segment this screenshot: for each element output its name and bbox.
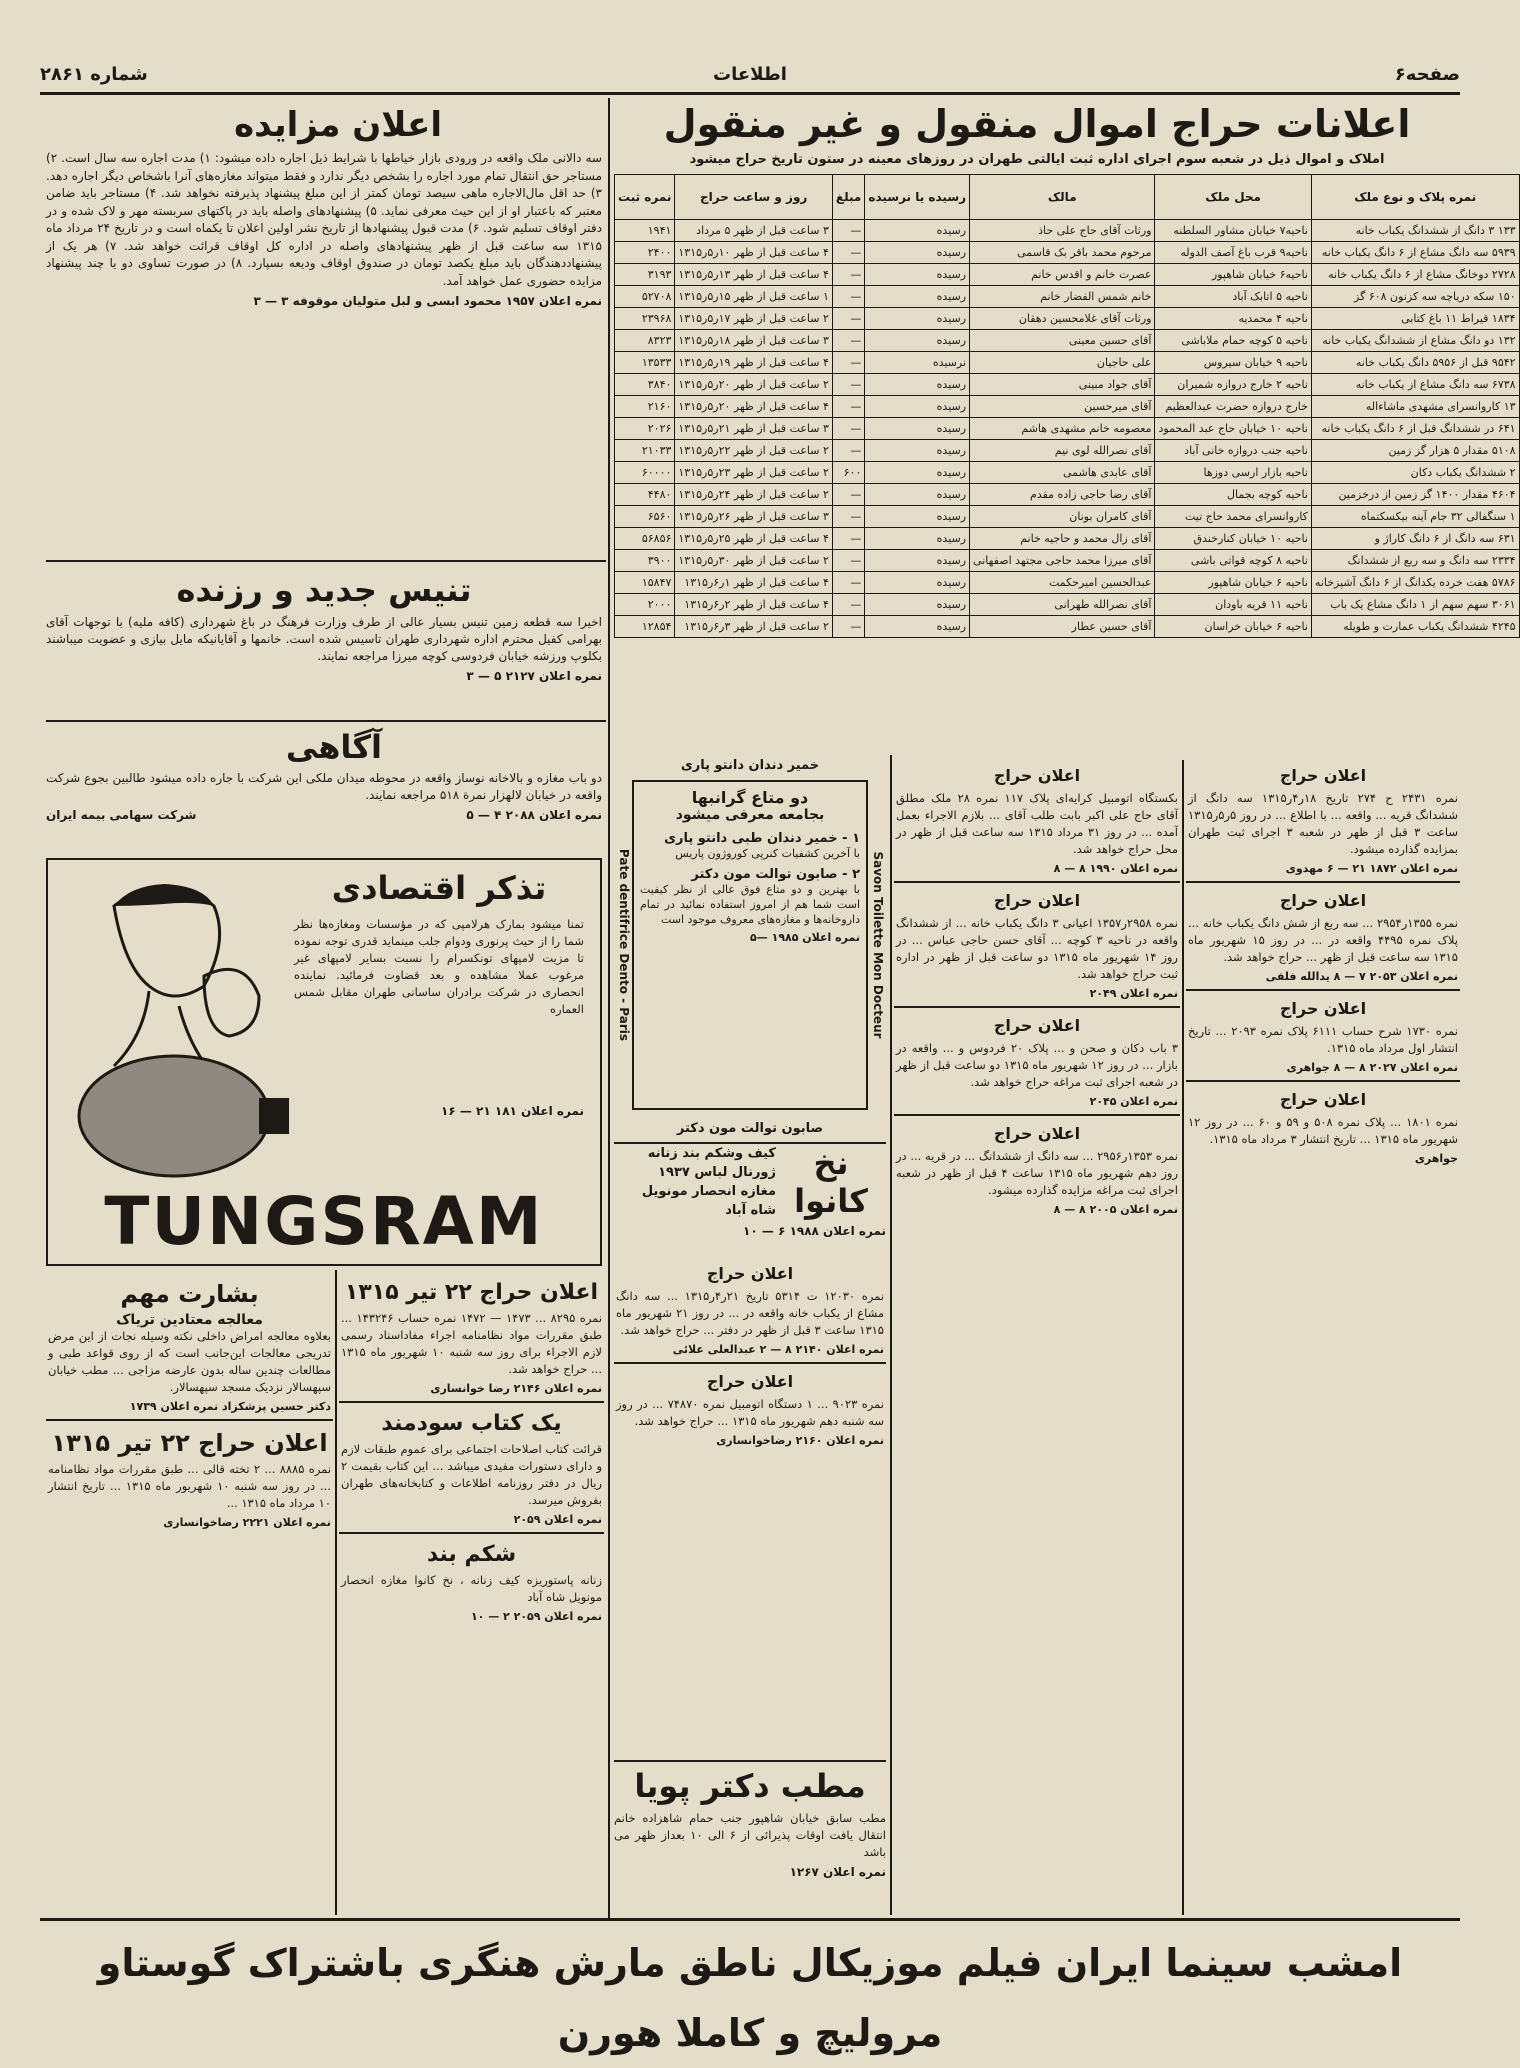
agahi-company: شرکت سهامی بیمه ایران (46, 808, 197, 822)
tungsram-footer: نمره اعلان ۱۸۱ ۲۱ — ۱۶ (441, 1104, 584, 1118)
auction-cell: ناحیه کوچه بجمال (1155, 484, 1311, 506)
auction-cell: ۵۹۳۹ سه دانگ مشاع از ۶ دانگ یکباب خانه (1311, 242, 1519, 264)
col2-ad-2 (339, 1401, 604, 1532)
issue-number: شماره ۲۸۶۱ (40, 64, 148, 85)
auction-table (614, 174, 1520, 638)
auction-row (615, 242, 1520, 264)
auction-cell: رسیده (865, 264, 970, 286)
auction-cell: ۱۳ کاروانسرای مشهدی ماشاءاله (1311, 396, 1519, 418)
auction-cell: آقای میرزا محمد حاجی مجتهد اصفهانی (970, 550, 1155, 572)
auction-cell: — (832, 286, 864, 308)
auction-row (615, 264, 1520, 286)
auction-cell: ناحیه ۹ خیابان سیروس (1155, 352, 1311, 374)
auction-cell: ۴ ساعت قبل از ظهر ۱ر۶ر۱۳۱۵ (675, 572, 833, 594)
dento-item2-desc: با بهترین و دو متاع فوق عالی از نظر کیفیت است شما هم از امروز استفاده نمائید در تمام داروخانه‌ها و مغازه‌های معروف موجود است (640, 883, 860, 926)
auction-cell: — (832, 264, 864, 286)
auction-cell: ۴۲۴۵ ششدانگ یکباب عمارت و طویله (1311, 616, 1519, 638)
auction-cell: ۱۵۰ سکه دریاچه سه کزنون ۶۰۸ گز (1311, 286, 1519, 308)
tungsram-brand: TUNGSRAM (104, 1183, 544, 1260)
auction-cell: نرسیده (865, 352, 970, 374)
auction-cell: ورثات آقای غلامحسین دهقان (970, 308, 1155, 330)
kanova-title: نخ کانوا (794, 1144, 868, 1220)
kanova-line-1: کیف وشکم بند زنانه (647, 1146, 776, 1161)
poya-title: مطب دکتر پویا (634, 1767, 866, 1805)
auction-cell: ۶۵۶۰ (615, 506, 675, 528)
right-auction-ad-title: اعلان حراج (1279, 766, 1367, 785)
kanova-ad (614, 1142, 886, 1252)
tennis-title: تنیس جدید و رزنده (176, 571, 472, 609)
right-auction-ad-body: نمره ۱۸۰۱ ... پلاک نمره ۵۰۸ و ۵۹ و ۶۰ ... در روز ۱۲ شهریور ماه ۱۳۱۵ ... تاریخ انتشار ۳ مرداد ماه ۱۳۱۵. (1188, 1115, 1458, 1146)
auction-cell: ۱۸۳۴ قیراط ۱۱ باغ کتابی (1311, 308, 1519, 330)
auction-cell: ناحیه ۱۰ خیابان حاج عبد المحمود (1155, 418, 1311, 440)
col1-ad-2 (46, 1419, 333, 1535)
auction-cell: ناحیه ۵ اتابک آباد (1155, 286, 1311, 308)
auction-cell: ۲ ساعت قبل از ظهر ۲۴ر۵ر۱۳۱۵ (675, 484, 833, 506)
right-auction-ad-footer: جواهری (1414, 1152, 1458, 1165)
mid-auction-ad-body: ۳ باب دکان و صحن و ... پلاک ۲۰ فردوس و ... واقعه در بازار ... در روز ۱۲ شهریور ماه ۱۳۱۵ دو ساعت قبل از ظهر در شعبه اجرای ثبت مراغه حراج خواهد شد. (896, 1041, 1178, 1089)
auction-cell: آقای نصرالله طهرانی (970, 594, 1155, 616)
auction-cell: ناحیه ۴ محمدیه (1155, 308, 1311, 330)
center-auction-ad-body: نمره ۹۰۲۳ ... ۱ دستگاه اتومبیل نمره ۷۴۸۷۰ ... در روز سه شنبه دهم شهریور ماه ۱۳۱۵ ... حراج خواهد شد. (616, 1397, 884, 1428)
auction-cell: — (832, 352, 864, 374)
auction-cell: رسیده (865, 330, 970, 352)
auction-cell: ۹۵۴۲ قبل از ۵۹۵۶ دانگ یکباب خانه (1311, 352, 1519, 374)
mid-auction-ad-footer: نمره اعلان ۲۰۰۵ ۸ — ۸ (1053, 1203, 1178, 1216)
right-auction-ad-title: اعلان حراج (1279, 1090, 1367, 1109)
auction-cell: ۱۳۳ ۳ دانگ از ششدانگ یکباب خانه (1311, 220, 1519, 242)
auction-cell: ۴ ساعت قبل از ظهر ۲۵ر۵ر۱۳۱۵ (675, 528, 833, 550)
auction-cell: مرحوم محمد باقر بک قاسمی (970, 242, 1155, 264)
dento-item1: ۱ - خمیر دندان طبی دانتو پاری (664, 831, 860, 846)
auction-cell: ۴ ساعت قبل از ظهر ۱۰ر۵ر۱۳۱۵ (675, 242, 833, 264)
auction-col-header: نمره پلاک و نوع ملک (1311, 175, 1519, 220)
auction-table-body (615, 220, 1520, 638)
auction-cell: — (832, 550, 864, 572)
mid-auction-ad-1 (894, 758, 1180, 881)
auction-cell: ۳ ساعت قبل از ظهر ۲۱ر۵ر۱۳۱۵ (675, 418, 833, 440)
auction-row (615, 484, 1520, 506)
auction-cell: علی حاجیان (970, 352, 1155, 374)
right-ads-column (1186, 758, 1460, 1915)
mid-auction-ad-body: نمره ۱۳۵۳ر۲۹۵۶ ... سه دانگ از ششدانگ ... در قریه ... در روز دهم شهریور ماه ۱۳۱۵ ساعت ۴ قبل از ظهر در شعبه اجرای ثبت مراغه مزایده گذارده میشود. (896, 1149, 1178, 1197)
center-auction-ad-title: اعلان حراج (706, 1264, 794, 1283)
auction-cell: ۵۷۸۶ هفت خرده یکدانگ از ۶ دانگ آشپزخانه (1311, 572, 1519, 594)
poya-footer: نمره اعلان ۱۲۶۷ (789, 1865, 886, 1879)
mozayede-footer: نمره اعلان ۱۹۵۷ محمود ابسی و لبل متولیان موقوفه ۳ — ۳ (253, 294, 602, 308)
auction-cell: ۲ ساعت قبل از ظهر ۲۳ر۵ر۱۳۱۵ (675, 462, 833, 484)
auction-cell: رسیده (865, 220, 970, 242)
col1-ad-footer: نمره اعلان ۲۲۲۱ رضاخوانساری (163, 1516, 331, 1529)
mid-auction-ad-footer: نمره اعلان ۱۹۹۰ ۸ — ۸ (1053, 862, 1178, 875)
auction-row (615, 616, 1520, 638)
auction-subtitle: املاک و اموال ذیل در شعبه سوم اجرای اداره ثبت ایالتی طهران در روزهای معینه در ستون تاریخ حراج میشود (689, 152, 1385, 167)
right-auction-ad-2 (1186, 881, 1460, 989)
auction-cell: — (832, 616, 864, 638)
col2-ads (339, 1272, 604, 1915)
right-auction-ad-footer: نمره اعلان ۲۰۲۷ ۸ — ۸ جواهری (1286, 1061, 1458, 1074)
auction-cell: — (832, 506, 864, 528)
auction-cell: آقای حسین عطار (970, 616, 1155, 638)
center-auction-ad-1 (614, 1256, 886, 1362)
auction-cell: ۳ ساعت قبل از ظهر ۵ مرداد (675, 220, 833, 242)
col1-ad-body: نمره ۸۸۸۵ ... ۲ تخته قالی ... طبق مقررات مواد نظامنامه ... در روز سه شنبه ۱۰ شهریور ماه ۱۳۱۵ ... تاریخ انتشار ۱۰ مرداد ماه ۱۳۱۵ ... (48, 1462, 332, 1510)
auction-cell: ناحیه۹ قرب باغ آصف الدوله (1155, 242, 1311, 264)
auction-cell: ۱۳۵۳۳ (615, 352, 675, 374)
auction-row (615, 506, 1520, 528)
auction-cell: عبدالحسین امیرحکمت (970, 572, 1155, 594)
dento-side-left: Pate dentifrice Dento - Paris (617, 848, 631, 1042)
mozayede-body: سه دالانی ملک واقعه در ورودی بازار خیاطها با شرایط ذیل اجاره داده میشود: ۱) مدت اجاره سه سال است. ۲) مستاجر حق انتقال تمام مورد اجاره را بشخص دیگر ندارد و فقط میتواند مغازه‌های آنرا باشخاص دیگر اجاره دهد. ۳) حد اقل مال‌الاجاره ماهی سیصد تومان کمتر از این مبلغ پیشنهاد پذیرفته نخواهد شد. ۴) مستاجر باید ضامن معتبر که باعتبار او از این حیث معرفی نماید. ۵) پیشنهادهای واصله باید در پاکتهای سربسته مهر و لاک شده و در دفتر اوقاف تسلیم شود. ۶) مدت قبول پیشنهادها از تاریخ نشر اولین اعلان تا یکماه است و در تاریخ ۲۴ مرداد ماه ۱۳۱۵ سه ساعت قبل از ظهر پیشنهادهای واصله در اداره کل اوقاف قرائت خواهد شد. ۷) هر یک از پیشنهاددهندگان باید مبلغ یکصد تومان در صندوق اوقاف ودیعه بسپارد. ۸) در صورت تساوی دو یا چند پیشنهاد مزایده حضوری عمل خواهد آمد. (46, 151, 603, 288)
kanova-line-4: شاه آباد (725, 1203, 776, 1218)
mid-auction-ad-body: بکستگاه اتومبیل کرایه‌ای پلاک ۱۱۷ نمره ۲۸ ملک مطلق آقای حاج علی اکبر بابت طلب آقای ... بلازم الاجراء بعمل آمده ... در روز ۳۱ مرداد ۱۳۱۵ سه ساعت قبل از ظهر در محل حراج خواهد شد. (896, 791, 1179, 856)
auction-cell: ۲ ششدانگ یکباب دکان (1311, 462, 1519, 484)
mid-auction-ad-title: اعلان حراج (993, 891, 1081, 910)
col2-ad-3 (339, 1532, 604, 1629)
agahi-footer-num: نمره اعلان ۲۰۸۸ ۴ — ۵ (466, 808, 602, 822)
right-auction-ad-title: اعلان حراج (1279, 891, 1367, 910)
auction-cell: ۲۳۳۴ سه دانگ و سه ربع از ششدانگ (1311, 550, 1519, 572)
auction-cell: ۶۰۰۰۰ (615, 462, 675, 484)
auction-cell: ناحیه بازار ارسی دوزها (1155, 462, 1311, 484)
auction-cell: رسیده (865, 242, 970, 264)
auction-col-header: مالک (970, 175, 1155, 220)
mid-auction-ad-title: اعلان حراج (993, 766, 1081, 785)
col2-ad-body: نمره ۸۲۹۵ ... ۱۴۷۳ — ۱۴۷۲ نمره حساب ۱۴۳۲۴۶ ... طبق مقررات مواد نظامنامه اجراء مفاداسناد رسمی لازم الاجراء برای روز سه شنبه ۱۰ شهریور ماه ۱۳۱۵ ... حراج خواهد شد. (341, 1311, 603, 1376)
mozayede-title: اعلان مزایده (234, 105, 442, 145)
rule-mozayede (46, 560, 606, 562)
auction-cell: رسیده (865, 484, 970, 506)
auction-cell: ۳۹۰۰ (615, 550, 675, 572)
col1-ads (46, 1272, 333, 1915)
auction-cell: رسیده (865, 308, 970, 330)
auction-cell: ۲۳۹۶۸ (615, 308, 675, 330)
dento-footer: نمره اعلان ۱۹۸۵ —۵ (750, 931, 860, 944)
right-auction-ad-title: اعلان حراج (1279, 999, 1367, 1018)
auction-cell: ۴ ساعت قبل از ظهر ۱۳ر۵ر۱۳۱۵ (675, 264, 833, 286)
col2-ad-title: یک کتاب سودمند (381, 1411, 562, 1436)
auction-cell: آقای جواد مبینی (970, 374, 1155, 396)
auction-cell: ۱۵۸۴۷ (615, 572, 675, 594)
auction-cell: ۶۰۰ (832, 462, 864, 484)
auction-cell: رسیده (865, 550, 970, 572)
dento-heading1: دو متاع گرانبها (691, 788, 809, 807)
auction-cell: — (832, 594, 864, 616)
auction-cell: ۳۰۶۱ سهم سهم از ۱ دانگ مشاع یک باب (1311, 594, 1519, 616)
auction-cell: ناحیه ۸ کوچه قواتی باشی (1155, 550, 1311, 572)
right-auction-ad-4 (1186, 1080, 1460, 1171)
col1-ad-footer: دکتر حسین پزشکزاد نمره اعلان ۱۷۳۹ (129, 1400, 331, 1413)
auction-section (614, 98, 1516, 750)
auction-cell: رسیده (865, 528, 970, 550)
auction-cell: ۲۷۲۸ دوخانگ مشاع از ۶ دانگ یکباب خانه (1311, 264, 1519, 286)
auction-col-header: مبلغ (832, 175, 864, 220)
auction-cell: ۳ ساعت قبل از ظهر ۱۸ر۵ر۱۳۱۵ (675, 330, 833, 352)
center-auction-ad-body: نمره ۱۲۰۳۰ ت ۵۳۱۴ تاریخ ۲۱ر۴ر۱۳۱۵ ... سه دانگ مشاع از یکباب خانه واقعه در ... در روز ۲۱ شهریور ماه ۱۳۱۵ ساعت ۳ قبل از ظهر در دفتر ... حراج خواهد شد. (616, 1289, 885, 1337)
auction-cell: ۳۸۴۰ (615, 374, 675, 396)
tungsram-ad (46, 858, 602, 1266)
col-rule-b (335, 1270, 337, 1915)
auction-row (615, 396, 1520, 418)
col2-ad-1 (339, 1272, 604, 1401)
col-rule-a (608, 98, 610, 1918)
right-auction-ad-body: نمره ۱۳۵۵ر۲۹۵۴ ... سه ربع از شش دانگ یکباب خانه ... پلاک نمره ۴۴۹۵ واقعه در ... در روز ۱۵ شهریور ماه ۱۳۱۵ سه ساعت قبل از ظهر ... حراج خواهد شد. (1188, 916, 1459, 964)
auction-row (615, 308, 1520, 330)
section-title: اطلاعات (713, 64, 787, 85)
auction-cell: کاروانسرای محمد حاج تیت (1155, 506, 1311, 528)
agahi-body: دو باب مغازه و بالاخانه نوساز واقعه در محوطه میدان ملکی این شرکت با جاره داده میشود طالبین بجوع شرکت واقعه در خیابان لالهزار نمرة ۵۱۸ مراجعه نمایند. (46, 771, 602, 802)
auction-cell: ناحیه۶ خیابان شاهپور (1155, 264, 1311, 286)
mid-auction-ad-title: اعلان حراج (993, 1016, 1081, 1035)
mid-auction-ad-3 (894, 1006, 1180, 1114)
auction-cell: رسیده (865, 440, 970, 462)
auction-cell: — (832, 484, 864, 506)
banner-rule (40, 1918, 1460, 1921)
auction-col-header: روز و ساعت حراج (675, 175, 833, 220)
auction-cell: ۵۶۸۵۶ (615, 528, 675, 550)
auction-cell: ۲۱۰۳۳ (615, 440, 675, 462)
auction-row (615, 572, 1520, 594)
col2-ad-title: شکم بند (426, 1542, 517, 1567)
right-auction-ad-footer: نمره اعلان ۲۰۵۳ ۷ — ۸ یدالله فلفی (1265, 970, 1458, 983)
col1-ad-subtitle: معالجه معتادین تریاک (116, 1312, 263, 1328)
mozayede-ad (46, 100, 602, 555)
auction-cell: عصرت خانم و اقدس خانم (970, 264, 1155, 286)
auction-cell: آقای عابدی هاشمی (970, 462, 1155, 484)
page-number: صفحه۶ (1394, 64, 1460, 85)
col2-ad-body: زنانه پاستوریزه کیف زنانه ، نخ کانوا مغازه انحصار مونویل شاه آباد (341, 1573, 602, 1604)
auction-row (615, 528, 1520, 550)
auction-cell: رسیده (865, 396, 970, 418)
auction-cell: — (832, 528, 864, 550)
auction-cell: ورثات آقای حاج علی حاذ (970, 220, 1155, 242)
dento-heading2: بجامعه معرفی میشود (675, 807, 825, 823)
auction-cell: ناحیه جنب دروازه خانی آباد (1155, 440, 1311, 462)
auction-cell: رسیده (865, 418, 970, 440)
auction-cell: — (832, 418, 864, 440)
auction-cell: رسیده (865, 286, 970, 308)
auction-cell: ۴ ساعت قبل از ظهر ۱۹ر۵ر۱۳۱۵ (675, 352, 833, 374)
auction-cell: ۲۰۰۰ (615, 594, 675, 616)
poya-ad (614, 1760, 886, 1915)
mid-ads-column (894, 758, 1180, 1915)
mid-auction-ad-footer: نمره اعلان ۲۰۴۵ (1089, 1095, 1178, 1108)
auction-cell: ۵۲۷۰۸ (615, 286, 675, 308)
auction-cell: ۴۶۰۴ مقدار ۱۴۰۰ گز زمین از درخزمین (1311, 484, 1519, 506)
auction-cell: — (832, 396, 864, 418)
auction-cell: آقای رضا حاجی زاده مقدم (970, 484, 1155, 506)
auction-cell: ۴۴۸۰ (615, 484, 675, 506)
dento-ad (614, 758, 886, 1138)
auction-cell: ۸۳۲۳ (615, 330, 675, 352)
dento-top-label: خمیر دندان دانتو پاری (680, 758, 820, 773)
auction-title: اعلانات حراج اموال منقول و غیر منقول (663, 102, 1411, 146)
auction-row (615, 550, 1520, 572)
auction-cell: خارج دروازه حضرت عبدالعظیم (1155, 396, 1311, 418)
auction-cell: — (832, 220, 864, 242)
kanova-line-3: مغازه انحصار مونویل (641, 1184, 776, 1199)
auction-header-row (615, 175, 1520, 220)
auction-cell: رسیده (865, 374, 970, 396)
tennis-ad (46, 566, 602, 716)
auction-cell: ۲۱۶۰ (615, 396, 675, 418)
mid-auction-ad-footer: نمره اعلان ۲۰۴۹ (1089, 987, 1178, 1000)
auction-cell: رسیده (865, 462, 970, 484)
kanova-line-2: ژورنال لباس ۱۹۳۷ (658, 1165, 776, 1180)
col1-ad-body: بعلاوه معالجه امراض داخلی نکته وسیله نجات از این مرض تدریجی معالجات این‌جانب است که از روی قواعد طبی و مطالعات چندین ساله بدون عارضه مزاجی ... مطب خیابان سپهسالار نزدیک مسجد سپهسالار. (48, 1329, 331, 1394)
auction-cell: ۱۳۲ دو دانگ مشاع از ششدانگ یکباب خانه (1311, 330, 1519, 352)
auction-cell: ناحیه ۶ خیابان شاهپور (1155, 572, 1311, 594)
right-auction-ad-footer: نمره اعلان ۱۸۷۲ ۲۱ — ۶ مهدوی (1285, 862, 1458, 875)
bottom-banner: امشب سینما ایران فیلم موزیکال ناطق مارش هنگری باشتراک گوستاو مرولیچ و کاملا هورن (97, 1941, 1403, 2055)
auction-col-header: رسیده یا نرسیده (865, 175, 970, 220)
woman-with-bulb-illustration (54, 866, 294, 1176)
auction-cell: ۲ ساعت قبل از ظهر ۳۰ر۵ر۱۳۱۵ (675, 550, 833, 572)
mid-auction-ad-2 (894, 881, 1180, 1006)
auction-cell: ناحیه ۲ خارج دروازه شمیران (1155, 374, 1311, 396)
center-auction-ad-footer: نمره اعلان ۲۱۶۰ رضاخوانساری (716, 1434, 884, 1447)
center-auction-ad-title: اعلان حراج (706, 1372, 794, 1391)
auction-col-header: نمره ثبت (615, 175, 675, 220)
auction-cell: رسیده (865, 572, 970, 594)
agahi-ad (46, 724, 602, 854)
auction-cell: معصومه خانم مشهدی هاشم (970, 418, 1155, 440)
col2-ad-footer: نمره اعلان ۲۰۵۹ ۲ — ۱۰ (470, 1610, 602, 1623)
auction-cell: آقای میرحسین (970, 396, 1155, 418)
right-auction-ad-3 (1186, 989, 1460, 1080)
auction-cell: — (832, 374, 864, 396)
auction-cell: ۴ ساعت قبل از ظهر ۲۰ر۵ر۱۳۱۵ (675, 396, 833, 418)
right-auction-ad-body: نمره ۱۷۳۰ شرح حساب ۶۱۱۱ پلاک نمره ۲۰۹۳ ... تاریخ انتشار اول مرداد ماه ۱۳۱۵. (1188, 1024, 1459, 1055)
tungsram-title: تذکر اقتصادی (331, 869, 547, 907)
auction-cell: ۲ ساعت قبل از ظهر ۲۰ر۵ر۱۳۱۵ (675, 374, 833, 396)
auction-row (615, 462, 1520, 484)
auction-cell: خانم شمس الفضار خانم (970, 286, 1155, 308)
auction-cell: ۳۱۹۳ (615, 264, 675, 286)
right-auction-ad-1 (1186, 758, 1460, 881)
auction-cell: ۳ ساعت قبل از ظهر ۲۶ر۵ر۱۳۱۵ (675, 506, 833, 528)
auction-cell: ۶۳۱ سه دانگ از ۶ دانگ کاراژ و (1311, 528, 1519, 550)
auction-cell: — (832, 440, 864, 462)
auction-cell: ۱۹۴۱ (615, 220, 675, 242)
auction-cell: ناحیه ۱۱ قریه باودان (1155, 594, 1311, 616)
masthead (40, 60, 1460, 94)
auction-row (615, 352, 1520, 374)
center-auction-ad-footer: نمره اعلان ۲۱۴۰ ۸ — ۲ عبدالعلی علائی (672, 1343, 884, 1356)
agahi-title: آگاهی (285, 728, 382, 766)
auction-cell: ۱۲۸۵۴ (615, 616, 675, 638)
auction-cell: ۱ سنگفالی ۳۲ جام آینه بیکسکتماه (1311, 506, 1519, 528)
col2-ad-body: قرائت کتاب اصلاحات اجتماعی برای عموم طبقات لازم و دارای دستورات مفیدی میباشد ... این کتاب بقیمت ۲ ریال در دفتر روزنامه اطلاعات و کتابخانه‌های طهران بفروش میرسد. (341, 1442, 602, 1507)
auction-cell: رسیده (865, 616, 970, 638)
col2-ad-title: اعلان حراج ۲۲ تیر ۱۳۱۵ (344, 1280, 599, 1305)
auction-cell: ۶۷۳۸ سه دانگ مشاع از یکباب خانه (1311, 374, 1519, 396)
dento-inner-box (632, 780, 868, 1110)
col-rule-d (1182, 760, 1184, 1915)
auction-cell: ناحیه۷ خیابان مشاور السلطنه (1155, 220, 1311, 242)
auction-cell: آقای کامران بونان (970, 506, 1155, 528)
mid-auction-ad-4 (894, 1114, 1180, 1222)
auction-cell: رسیده (865, 594, 970, 616)
auction-row (615, 418, 1520, 440)
auction-row (615, 440, 1520, 462)
masthead-rule (40, 92, 1460, 95)
auction-cell: آقای زال محمد و حاجیه خانم (970, 528, 1155, 550)
auction-cell: آقای حسین معینی (970, 330, 1155, 352)
kanova-footer: نمره اعلان ۱۹۸۸ ۶ — ۱۰ (743, 1224, 886, 1238)
mid-auction-ad-title: اعلان حراج (993, 1124, 1081, 1143)
auction-cell: ۶۴۱ در ششدانگ قبل از ۶ دانگ یکباب خانه (1311, 418, 1519, 440)
auction-cell: ناحیه ۱۰ خیابان کنارخندق (1155, 528, 1311, 550)
auction-cell: — (832, 242, 864, 264)
col1-ad-1 (46, 1272, 333, 1419)
mid-auction-ad-body: نمره ۲۹۵۸ر۱۳۵۷ اعیانی ۳ دانگ یکباب خانه ... از ششدانگ واقعه در ناحیه ۳ کوچه ... آقای حسن حاجی عباس ... در روز ۱۴ شهریور ماه ۱۳۱۵ دو ساعت قبل از ظهر در اداره ثبت حراج خواهد شد. (896, 916, 1178, 981)
auction-cell: ۲ ساعت قبل از ظهر ۳ر۶ر۱۳۱۵ (675, 616, 833, 638)
auction-cell: ناحیه ۶ خیابان خراسان (1155, 616, 1311, 638)
rule-tennis (46, 720, 606, 722)
auction-cell: رسیده (865, 506, 970, 528)
auction-col-header: محل ملک (1155, 175, 1311, 220)
col1-ad-title: بشارت مهم (120, 1280, 259, 1308)
dento-side-right: Savon Toilette Mon Docteur (871, 851, 885, 1039)
auction-cell: — (832, 572, 864, 594)
center-auction-ad-2 (614, 1362, 886, 1453)
auction-cell: — (832, 330, 864, 352)
auction-cell: ۵۱۰۸ مقدار ۵ هزار گز زمین (1311, 440, 1519, 462)
auction-cell: ۲ ساعت قبل از ظهر ۱۷ر۵ر۱۳۱۵ (675, 308, 833, 330)
auction-row (615, 374, 1520, 396)
auction-cell: ۱ ساعت قبل از ظهر ۱۵ر۵ر۱۳۱۵ (675, 286, 833, 308)
auction-cell: آقای نصرالله لوی نیم (970, 440, 1155, 462)
auction-row (615, 286, 1520, 308)
col2-ad-footer: نمره اعلان ۲۱۴۶ رضا خوانساری (430, 1382, 602, 1395)
auction-row (615, 330, 1520, 352)
dento-item1-desc: با آخرین کشفیات کنرپی کوروژون پاریس (675, 847, 860, 860)
auction-cell: ۲۴۰۰ (615, 242, 675, 264)
auction-row (615, 220, 1520, 242)
right-auction-ad-body: نمره ۲۴۳۱ ح ۲۷۴ تاریخ ۱۸ر۴ر۱۳۱۵ سه دانگ از ششدانگ قریه ... واقعه ... با اطلاع ... در روز ۵ر۵ر۱۳۱۵ ساعت ۳ قبل از ظهر در شعبه ۳ اجرای ثبت طهران بمزایده گذارده میشود. (1188, 791, 1459, 856)
auction-cell: ۲۰۲۶ (615, 418, 675, 440)
auction-cell: — (832, 308, 864, 330)
auction-cell: ۴ ساعت قبل از ظهر ۲ر۶ر۱۳۱۵ (675, 594, 833, 616)
tungsram-body: تمنا میشود بمارک هرلامپی که در مؤسسات ومغازه‌ها نظر شما را از حیث پرنوری ودوام جلب مینماید قدری توجه نموده تا مزیت لامپهای تونکسرام را نسبت بسایر لامپهای غیر مرغوب عملا مشاهده و بعد قضاوت فرمائید. نماینده انحصاری در شرکت برادران ساسانی طهران مقابل شمس العماره (294, 917, 584, 1016)
tennis-body: اخیرا سه قطعه زمین تنیس بسیار عالی از طرف وزارت فرهنگ در باغ شهرداری (کافه ملیه) با توجهات آقای بهرامی کفیل محترم اداره شهرداری طهران تاسیس شده است. خانمها و آقایانیکه مایل بیازی و عضویت میباشند بکلوپ ورزشه خیابان فردوسی کوچه میرزا مراجعه نمایند. (46, 615, 602, 663)
center-low-ads (614, 1256, 886, 1756)
auction-cell: ناحیه ۵ کوچه حمام ملاباشی (1155, 330, 1311, 352)
dento-item2: ۲ - صابون توالت مون دکتر (691, 867, 860, 882)
col-rule-c (890, 755, 892, 1915)
auction-cell: ۲ ساعت قبل از ظهر ۲۲ر۵ر۱۳۱۵ (675, 440, 833, 462)
auction-row (615, 594, 1520, 616)
poya-body: مطب سابق خیابان شاهپور جنب حمام شاهزاده خانم انتقال یافت اوقات پذیرائی از ۶ الی ۱۰ بعداز ظهر می باشد (614, 1811, 886, 1859)
col1-ad-title: اعلان حراج ۲۲ تیر ۱۳۱۵ (51, 1429, 328, 1457)
dento-bottom-label: صابون توالت مون دکتر (676, 1121, 824, 1136)
col2-ad-footer: نمره اعلان ۲۰۵۹ (513, 1513, 602, 1526)
tennis-footer: نمره اعلان ۲۱۲۷ ۵ — ۳ (466, 669, 602, 683)
